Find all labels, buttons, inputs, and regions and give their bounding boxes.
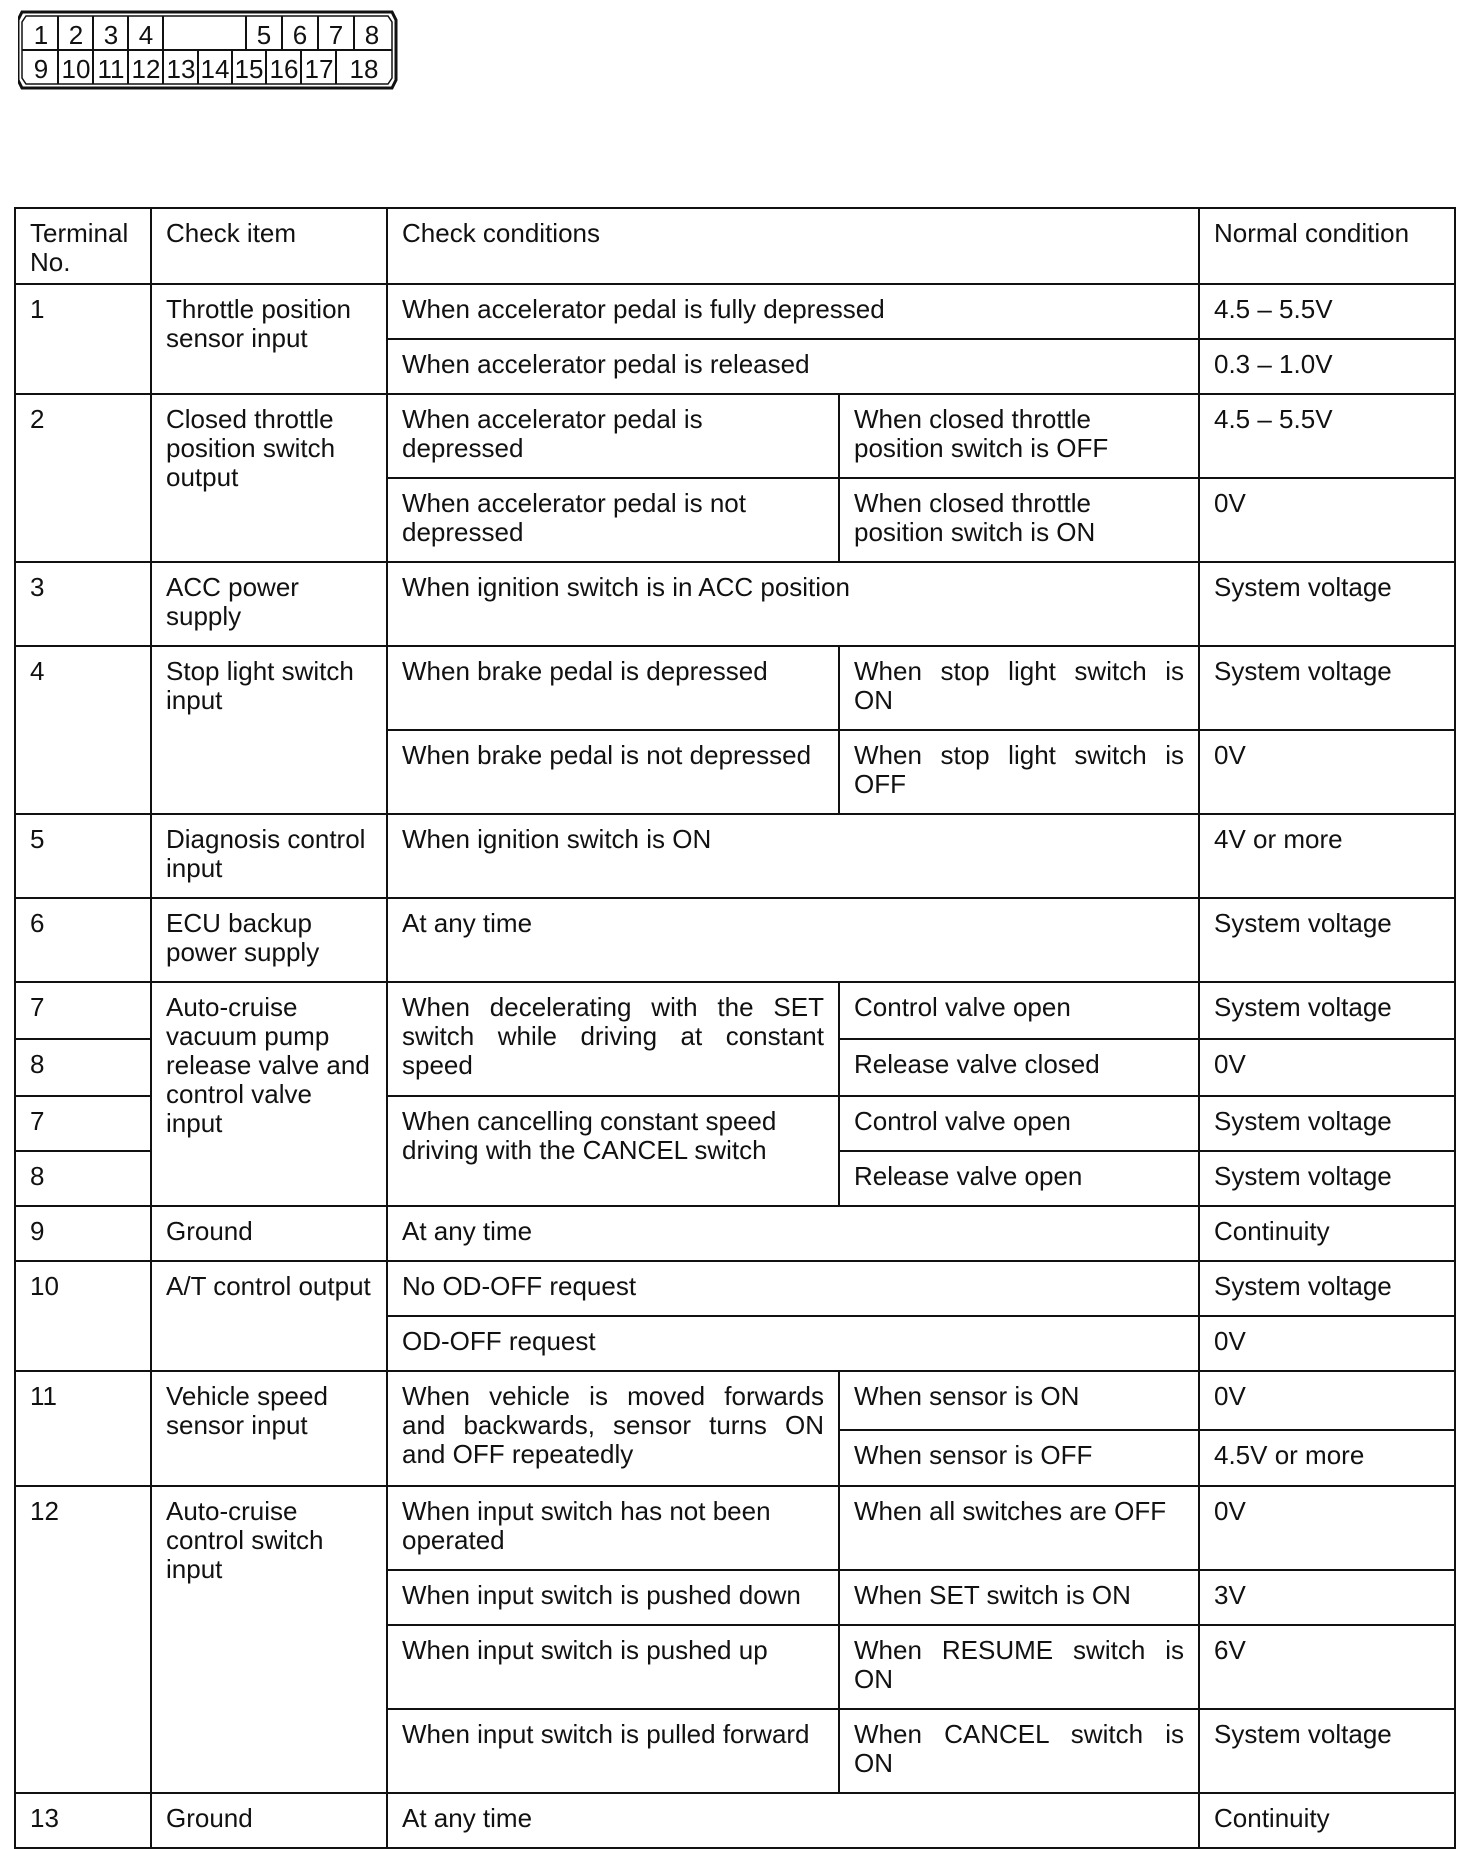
check-condition: When accelerator pedal is not depressed xyxy=(387,478,839,562)
check-condition: When brake pedal is depressed xyxy=(387,646,839,730)
check-item: A/T control output xyxy=(151,1261,387,1371)
pin-3: 3 xyxy=(103,20,119,50)
pin-15: 15 xyxy=(234,54,264,84)
check-sub-condition: When RESUME switch is ON xyxy=(839,1625,1199,1709)
connector-diagram xyxy=(18,8,398,92)
check-item: Vehicle speed sensor input xyxy=(151,1371,387,1486)
normal-condition: 0V xyxy=(1199,1039,1455,1096)
table-row xyxy=(15,646,1455,730)
normal-condition: System voltage xyxy=(1199,1261,1455,1316)
terminal-number: 3 xyxy=(15,562,151,646)
table-row xyxy=(15,814,1455,898)
normal-condition: System voltage xyxy=(1199,1096,1455,1151)
check-condition: When input switch is pulled forward xyxy=(387,1709,839,1793)
check-sub-condition: When CANCEL switch is ON xyxy=(839,1709,1199,1793)
pin-5: 5 xyxy=(256,20,272,50)
pin-10: 10 xyxy=(61,54,91,84)
check-condition: When accelerator pedal is depressed xyxy=(387,394,839,478)
pin-4: 4 xyxy=(138,20,154,50)
terminal-number: 1 xyxy=(15,284,151,394)
terminal-number: 13 xyxy=(15,1793,151,1848)
check-condition: When accelerator pedal is fully depressed xyxy=(387,284,1199,339)
check-condition: At any time xyxy=(387,1793,1199,1848)
check-sub-condition: When sensor is ON xyxy=(839,1371,1199,1430)
terminal-number: 11 xyxy=(15,1371,151,1486)
check-sub-condition: Release valve closed xyxy=(839,1039,1199,1096)
check-sub-condition: Release valve open xyxy=(839,1151,1199,1206)
normal-condition: 0.3 – 1.0V xyxy=(1199,339,1455,394)
normal-condition: 3V xyxy=(1199,1570,1455,1625)
check-condition: OD-OFF request xyxy=(387,1316,1199,1371)
terminal-number: 8 xyxy=(15,1039,151,1096)
table-row xyxy=(15,1206,1455,1261)
check-sub-condition: When closed throttle position switch is ON xyxy=(839,478,1199,562)
normal-condition: System voltage xyxy=(1199,982,1455,1039)
normal-condition: System voltage xyxy=(1199,646,1455,730)
pin-17: 17 xyxy=(304,54,334,84)
header-check-conditions: Check conditions xyxy=(387,208,1199,284)
terminal-number: 12 xyxy=(15,1486,151,1793)
table-row xyxy=(15,1371,1455,1430)
check-item: ACC power supply xyxy=(151,562,387,646)
check-sub-condition: When closed throttle position switch is OFF xyxy=(839,394,1199,478)
check-condition: When cancelling constant speed driving with the CANCEL switch xyxy=(387,1096,839,1206)
table-row xyxy=(15,982,1455,1039)
check-condition: When accelerator pedal is released xyxy=(387,339,1199,394)
check-condition: At any time xyxy=(387,1206,1199,1261)
normal-condition: 0V xyxy=(1199,478,1455,562)
header-normal-condition: Normal condition xyxy=(1199,208,1455,284)
check-sub-condition: When all switches are OFF xyxy=(839,1486,1199,1570)
normal-condition: Continuity xyxy=(1199,1206,1455,1261)
terminal-number: 8 xyxy=(15,1151,151,1206)
terminal-number: 7 xyxy=(15,982,151,1039)
check-item: Auto-cruise vacuum pump release valve and control valve input xyxy=(151,982,387,1206)
normal-condition: 6V xyxy=(1199,1625,1455,1709)
normal-condition: 4.5V or more xyxy=(1199,1430,1455,1486)
check-condition: When decelerating with the SET switch while driving at constant speed xyxy=(387,982,839,1096)
check-condition: When input switch is pushed down xyxy=(387,1570,839,1625)
check-item: Ground xyxy=(151,1793,387,1848)
table-row xyxy=(15,1793,1455,1848)
check-condition: When ignition switch is in ACC position xyxy=(387,562,1199,646)
pin-2: 2 xyxy=(68,20,84,50)
normal-condition: System voltage xyxy=(1199,1709,1455,1793)
normal-condition: System voltage xyxy=(1199,898,1455,982)
check-item: Closed throttle position switch output xyxy=(151,394,387,562)
normal-condition: 4V or more xyxy=(1199,814,1455,898)
pin-18: 18 xyxy=(349,54,379,84)
pin-7: 7 xyxy=(328,20,344,50)
normal-condition: 0V xyxy=(1199,1316,1455,1371)
check-condition: At any time xyxy=(387,898,1199,982)
normal-condition: System voltage xyxy=(1199,1151,1455,1206)
pin-8: 8 xyxy=(364,20,380,50)
pin-13: 13 xyxy=(166,54,196,84)
terminal-number: 6 xyxy=(15,898,151,982)
normal-condition: 0V xyxy=(1199,1371,1455,1430)
header-terminal: Terminal No. xyxy=(15,208,151,284)
table-row xyxy=(15,1261,1455,1316)
check-item: Ground xyxy=(151,1206,387,1261)
pin-12: 12 xyxy=(131,54,161,84)
check-sub-condition: Control valve open xyxy=(839,982,1199,1039)
terminal-number: 7 xyxy=(15,1096,151,1151)
pin-14: 14 xyxy=(200,54,230,84)
normal-condition: 4.5 – 5.5V xyxy=(1199,394,1455,478)
table-row xyxy=(15,284,1455,339)
table-row xyxy=(15,562,1455,646)
terminal-number: 4 xyxy=(15,646,151,814)
normal-condition: 0V xyxy=(1199,1486,1455,1570)
pin-16: 16 xyxy=(269,54,299,84)
check-item: ECU backup power supply xyxy=(151,898,387,982)
check-item: Diagnosis control input xyxy=(151,814,387,898)
terminal-number: 10 xyxy=(15,1261,151,1371)
check-item: Auto-cruise control switch input xyxy=(151,1486,387,1793)
check-sub-condition: When sensor is OFF xyxy=(839,1430,1199,1486)
table-header-row xyxy=(15,208,1455,284)
pin-1: 1 xyxy=(33,20,49,50)
check-sub-condition: When stop light switch is ON xyxy=(839,646,1199,730)
normal-condition: 4.5 – 5.5V xyxy=(1199,284,1455,339)
check-item: Stop light switch input xyxy=(151,646,387,814)
check-sub-condition: When stop light switch is OFF xyxy=(839,730,1199,814)
check-condition: When brake pedal is not depressed xyxy=(387,730,839,814)
check-item: Throttle position sensor input xyxy=(151,284,387,394)
table-row xyxy=(15,394,1455,478)
table-row xyxy=(15,1486,1455,1570)
normal-condition: Continuity xyxy=(1199,1793,1455,1848)
pin-9: 9 xyxy=(33,54,49,84)
table-row xyxy=(15,898,1455,982)
terminal-number: 9 xyxy=(15,1206,151,1261)
normal-condition: System voltage xyxy=(1199,562,1455,646)
check-condition: When vehicle is moved forwards and backwards, sensor turns ON and OFF repeatedly xyxy=(387,1371,839,1486)
header-check-item: Check item xyxy=(151,208,387,284)
check-condition: No OD-OFF request xyxy=(387,1261,1199,1316)
check-condition: When ignition switch is ON xyxy=(387,814,1199,898)
pin-11: 11 xyxy=(97,54,125,84)
check-sub-condition: When SET switch is ON xyxy=(839,1570,1199,1625)
normal-condition: 0V xyxy=(1199,730,1455,814)
pin-6: 6 xyxy=(292,20,308,50)
connector-outline xyxy=(18,8,398,92)
terminal-number: 5 xyxy=(15,814,151,898)
check-sub-condition: Control valve open xyxy=(839,1096,1199,1151)
check-condition: When input switch is pushed up xyxy=(387,1625,839,1709)
check-condition: When input switch has not been operated xyxy=(387,1486,839,1570)
terminal-number: 2 xyxy=(15,394,151,562)
terminal-check-table xyxy=(14,207,1456,1849)
